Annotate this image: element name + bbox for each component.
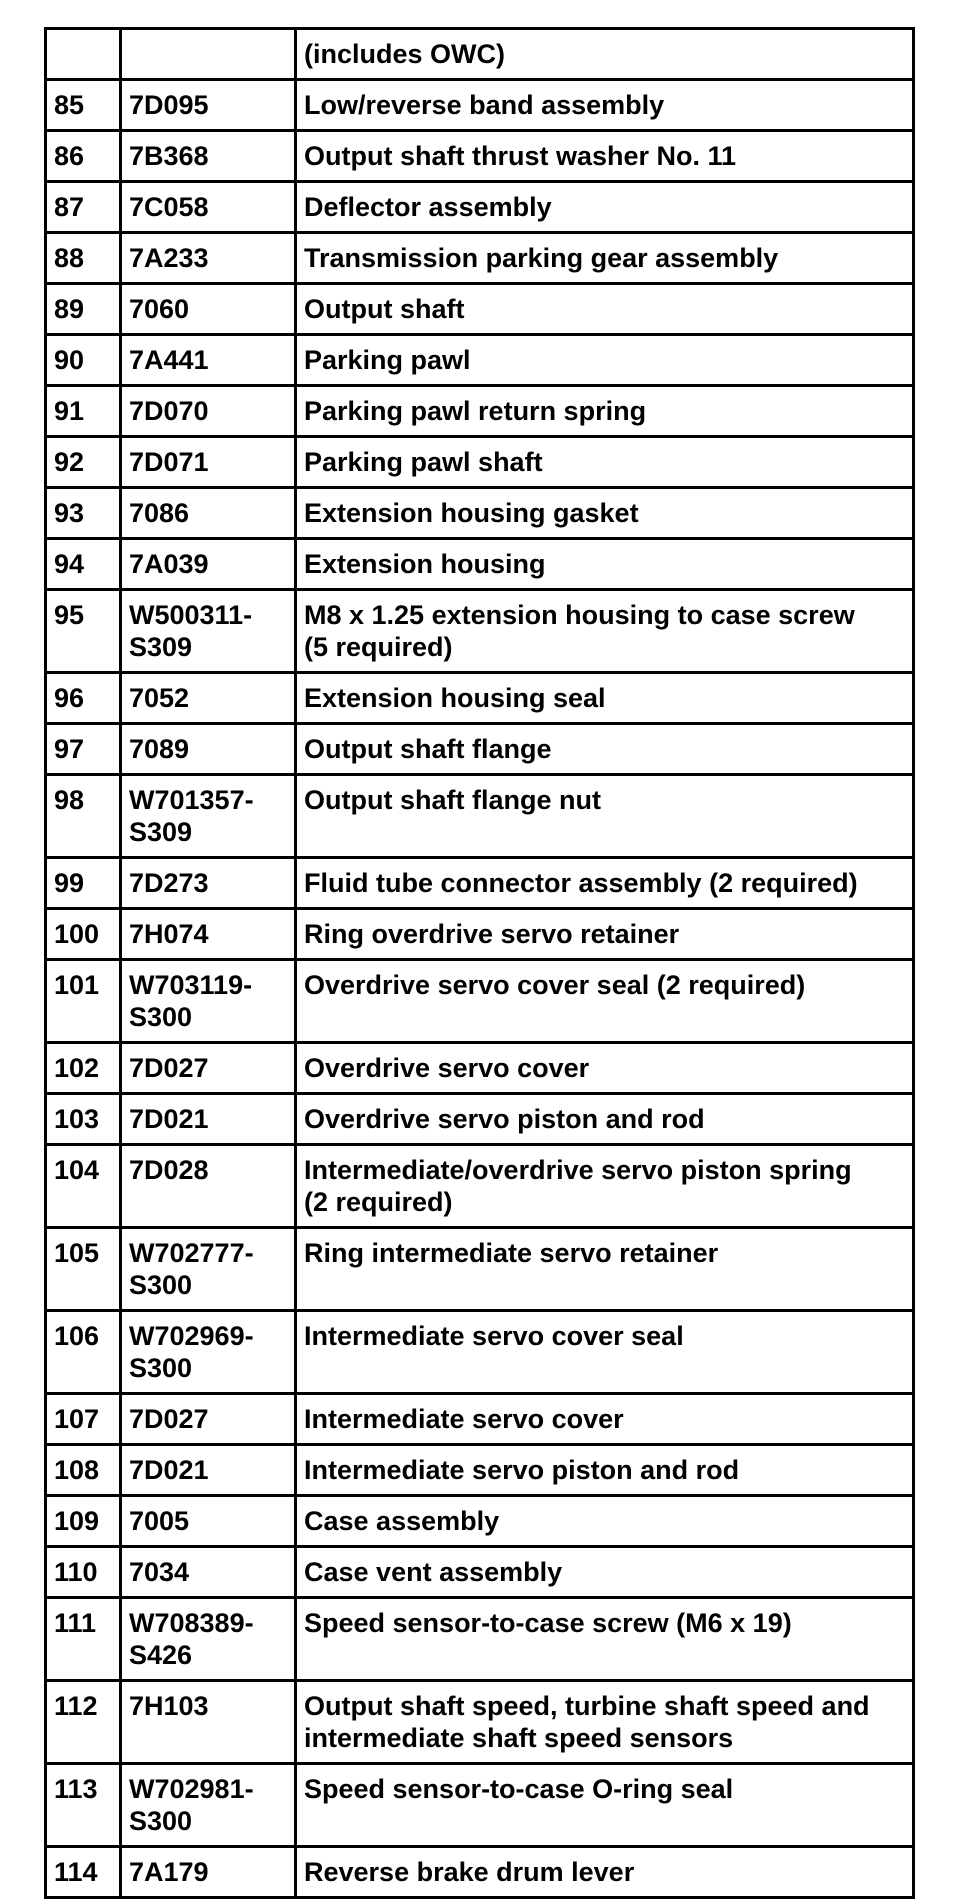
part-number-cell: [121, 233, 296, 284]
parts-table-body: [46, 29, 914, 1898]
table-row: [46, 488, 914, 539]
description-line: Reverse brake drum lever: [304, 1857, 635, 1887]
item-number-cell: 107: [46, 1394, 121, 1445]
table-row: [46, 80, 914, 131]
part-number-line: 7034: [129, 1557, 190, 1587]
part-number-line: 7089: [129, 734, 190, 764]
table-row: [46, 1311, 914, 1394]
table-row: [46, 960, 914, 1043]
part-number-cell: [121, 1681, 296, 1764]
description-line: Case assembly: [304, 1506, 500, 1536]
part-number-cell: [121, 590, 296, 673]
description-line: Parking pawl shaft: [304, 447, 543, 477]
description-cell: [296, 386, 914, 437]
table-row: [46, 182, 914, 233]
part-number-line: 7005: [129, 1506, 190, 1536]
table-row: [46, 1394, 914, 1445]
item-number-cell: 102: [46, 1043, 121, 1094]
description-cell: [296, 1681, 914, 1764]
part-number-line: 7D028: [129, 1155, 209, 1185]
table-row: [46, 437, 914, 488]
description-cell: [296, 284, 914, 335]
part-number-line: 7A179: [129, 1857, 209, 1887]
part-number-line: 7D021: [129, 1455, 209, 1485]
description-cell: [296, 1764, 914, 1847]
description-line: M8 x 1.25 extension housing to case screw: [304, 600, 855, 630]
description-line: Ring intermediate servo retainer: [304, 1238, 719, 1268]
part-number-line: 7C058: [129, 192, 209, 222]
description-line: Speed sensor-to-case screw (M6 x 19): [304, 1608, 792, 1638]
table-row: [46, 539, 914, 590]
part-number-cell: [121, 488, 296, 539]
table-row: [46, 590, 914, 673]
part-number-cell: [121, 1847, 296, 1898]
table-row: [46, 386, 914, 437]
table-row: [46, 1681, 914, 1764]
description-line: Parking pawl: [304, 345, 471, 375]
item-number-cell: 98: [46, 775, 121, 858]
part-number-line: S309: [129, 817, 193, 847]
table-row: [46, 233, 914, 284]
part-number-line: 7D273: [129, 868, 209, 898]
description-line: Intermediate/overdrive servo piston spring: [304, 1155, 852, 1185]
description-cell: [296, 590, 914, 673]
part-number-cell: [121, 29, 296, 80]
description-cell: [296, 1496, 914, 1547]
table-row: [46, 1445, 914, 1496]
description-cell: [296, 80, 914, 131]
part-number-line: S300: [129, 1353, 193, 1383]
table-row: [46, 673, 914, 724]
part-number-line: 7B368: [129, 141, 209, 171]
description-line: Intermediate servo piston and rod: [304, 1455, 740, 1485]
description-line: Overdrive servo cover seal (2 required): [304, 970, 806, 1000]
description-cell: [296, 1394, 914, 1445]
table-row: [46, 1547, 914, 1598]
part-number-line: W500311-: [129, 600, 253, 630]
description-cell: [296, 1598, 914, 1681]
description-line: Extension housing gasket: [304, 498, 639, 528]
part-number-line: 7H074: [129, 919, 209, 949]
table-row: [46, 335, 914, 386]
item-number-cell: 111: [46, 1598, 121, 1681]
part-number-cell: [121, 437, 296, 488]
description-cell: [296, 1043, 914, 1094]
description-line: Parking pawl return spring: [304, 396, 647, 426]
part-number-line: S300: [129, 1270, 193, 1300]
part-number-cell: [121, 1043, 296, 1094]
part-number-cell: [121, 960, 296, 1043]
description-line: Speed sensor-to-case O-ring seal: [304, 1774, 734, 1804]
item-number-cell: 87: [46, 182, 121, 233]
part-number-line: S426: [129, 1640, 193, 1670]
part-number-cell: [121, 182, 296, 233]
description-line: Output shaft speed, turbine shaft speed and: [304, 1691, 870, 1721]
table-row: [46, 1496, 914, 1547]
part-number-line: 7052: [129, 683, 190, 713]
item-number-cell: 99: [46, 858, 121, 909]
item-number-cell: 95: [46, 590, 121, 673]
table-row: [46, 724, 914, 775]
table-row: [46, 284, 914, 335]
part-number-cell: [121, 858, 296, 909]
part-number-cell: [121, 335, 296, 386]
description-cell: [296, 960, 914, 1043]
description-line: intermediate shaft speed sensors: [304, 1723, 734, 1753]
item-number-cell: 100: [46, 909, 121, 960]
item-number-cell: 108: [46, 1445, 121, 1496]
table-row: [46, 1598, 914, 1681]
part-number-line: W702777-: [129, 1238, 254, 1268]
table-row: [46, 29, 914, 80]
item-number-cell: 106: [46, 1311, 121, 1394]
table-row: [46, 131, 914, 182]
description-cell: [296, 1847, 914, 1898]
description-line: Output shaft thrust washer No. 11: [304, 141, 737, 171]
part-number-cell: [121, 1598, 296, 1681]
part-number-line: W701357-: [129, 785, 254, 815]
description-line: Deflector assembly: [304, 192, 552, 222]
table-row: [46, 1043, 914, 1094]
part-number-cell: [121, 131, 296, 182]
item-number-cell: 110: [46, 1547, 121, 1598]
description-cell: [296, 909, 914, 960]
item-number-cell: 86: [46, 131, 121, 182]
part-number-line: 7060: [129, 294, 190, 324]
description-cell: [296, 1228, 914, 1311]
item-number-cell: 94: [46, 539, 121, 590]
part-number-line: 7D095: [129, 90, 209, 120]
item-number-cell: 112: [46, 1681, 121, 1764]
description-cell: [296, 182, 914, 233]
part-number-line: S300: [129, 1002, 193, 1032]
description-line: Transmission parking gear assembly: [304, 243, 779, 273]
item-number-cell: 92: [46, 437, 121, 488]
description-line: Fluid tube connector assembly (2 required): [304, 868, 858, 898]
table-row: [46, 1094, 914, 1145]
description-line: Overdrive servo cover: [304, 1053, 590, 1083]
item-number-cell: 114: [46, 1847, 121, 1898]
part-number-cell: [121, 775, 296, 858]
part-number-line: 7D027: [129, 1404, 209, 1434]
part-number-cell: [121, 539, 296, 590]
parts-table: [44, 27, 915, 1899]
item-number-cell: 85: [46, 80, 121, 131]
item-number-cell: 91: [46, 386, 121, 437]
description-cell: [296, 1311, 914, 1394]
description-line: Ring overdrive servo retainer: [304, 919, 680, 949]
description-line: Low/reverse band assembly: [304, 90, 665, 120]
part-number-cell: [121, 1496, 296, 1547]
item-number-cell: 88: [46, 233, 121, 284]
part-number-cell: [121, 1547, 296, 1598]
description-cell: [296, 858, 914, 909]
description-line: (2 required): [304, 1187, 453, 1217]
item-number-cell: 101: [46, 960, 121, 1043]
description-cell: [296, 724, 914, 775]
item-number-cell: 105: [46, 1228, 121, 1311]
description-cell: [296, 1094, 914, 1145]
part-number-cell: [121, 1445, 296, 1496]
part-number-cell: [121, 1145, 296, 1228]
description-cell: [296, 29, 914, 80]
description-cell: [296, 1145, 914, 1228]
description-cell: [296, 775, 914, 858]
part-number-cell: [121, 80, 296, 131]
description-line: (includes OWC): [304, 39, 505, 69]
table-row: [46, 775, 914, 858]
part-number-line: W703119-: [129, 970, 253, 1000]
part-number-line: W702981-: [129, 1774, 254, 1804]
table-row: [46, 1145, 914, 1228]
item-number-cell: 89: [46, 284, 121, 335]
part-number-cell: [121, 386, 296, 437]
table-row: [46, 1228, 914, 1311]
description-line: Extension housing: [304, 549, 546, 579]
description-line: Output shaft flange nut: [304, 785, 601, 815]
part-number-line: 7H103: [129, 1691, 209, 1721]
part-number-cell: [121, 1094, 296, 1145]
description-cell: [296, 673, 914, 724]
description-cell: [296, 233, 914, 284]
description-line: Intermediate servo cover: [304, 1404, 624, 1434]
part-number-cell: [121, 1764, 296, 1847]
description-cell: [296, 1445, 914, 1496]
description-line: (5 required): [304, 632, 453, 662]
part-number-cell: [121, 1228, 296, 1311]
item-number-cell: 97: [46, 724, 121, 775]
part-number-line: S300: [129, 1806, 193, 1836]
part-number-line: 7086: [129, 498, 190, 528]
description-cell: [296, 131, 914, 182]
description-cell: [296, 539, 914, 590]
item-number-cell: [46, 29, 121, 80]
table-row: [46, 1847, 914, 1898]
item-number-cell: 109: [46, 1496, 121, 1547]
table-row: [46, 858, 914, 909]
description-cell: [296, 437, 914, 488]
description-line: Intermediate servo cover seal: [304, 1321, 684, 1351]
description-line: Extension housing seal: [304, 683, 606, 713]
part-number-cell: [121, 909, 296, 960]
description-line: Output shaft: [304, 294, 465, 324]
part-number-cell: [121, 284, 296, 335]
item-number-cell: 96: [46, 673, 121, 724]
item-number-cell: 103: [46, 1094, 121, 1145]
part-number-line: 7D071: [129, 447, 209, 477]
part-number-cell: [121, 1311, 296, 1394]
description-cell: [296, 1547, 914, 1598]
part-number-line: 7D021: [129, 1104, 209, 1134]
part-number-line: S309: [129, 632, 193, 662]
description-line: Case vent assembly: [304, 1557, 563, 1587]
part-number-cell: [121, 1394, 296, 1445]
part-number-line: 7D027: [129, 1053, 209, 1083]
part-number-cell: [121, 673, 296, 724]
description-cell: [296, 335, 914, 386]
part-number-line: 7A039: [129, 549, 209, 579]
part-number-line: 7A233: [129, 243, 209, 273]
part-number-line: 7D070: [129, 396, 209, 426]
part-number-cell: [121, 724, 296, 775]
item-number-cell: 104: [46, 1145, 121, 1228]
item-number-cell: 113: [46, 1764, 121, 1847]
item-number-cell: 93: [46, 488, 121, 539]
item-number-cell: 90: [46, 335, 121, 386]
part-number-line: W708389-: [129, 1608, 254, 1638]
description-line: Overdrive servo piston and rod: [304, 1104, 705, 1134]
description-cell: [296, 488, 914, 539]
description-line: Output shaft flange: [304, 734, 552, 764]
part-number-line: W702969-: [129, 1321, 254, 1351]
part-number-line: 7A441: [129, 345, 209, 375]
table-row: [46, 1764, 914, 1847]
table-row: [46, 909, 914, 960]
